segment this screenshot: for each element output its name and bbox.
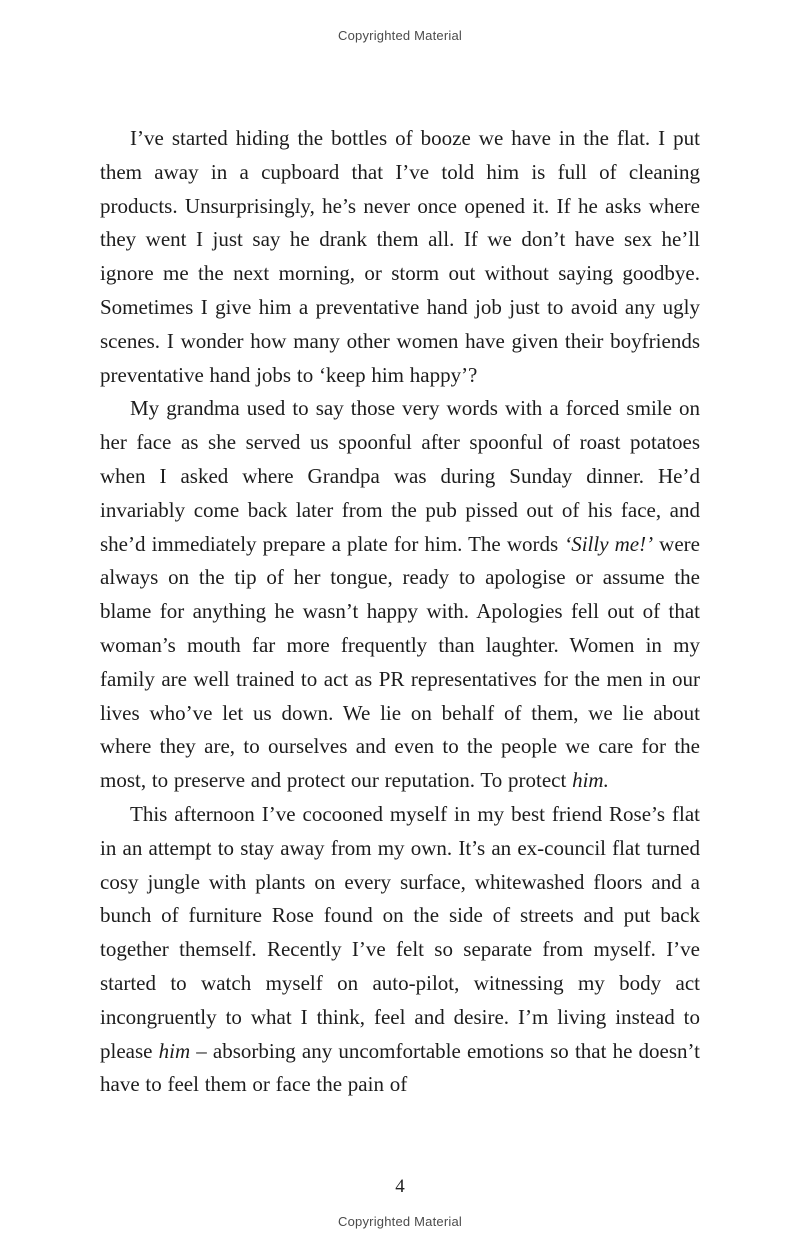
- text-segment: My grandma used to say those very words with a forced smile on her face as she served us spoonful after spoonful of roast potatoes when I asked where Grandpa was during Sunday dinner. He’d invariably come back later from the pub pissed out of his face, and she’d immediately prepare a plate for him. The words: [100, 396, 700, 556]
- paragraph: [100, 392, 700, 798]
- paragraph: [100, 122, 700, 392]
- italic-text-segment: him.: [572, 768, 609, 793]
- italic-text-segment: ‘Silly me!’: [564, 531, 654, 556]
- text-segment: I’ve started hiding the bottles of booze we have in the flat. I put them away in a cupboard that I’ve told him is full of cleaning products. Unsurprisingly, he’s never once opened it. If he asks where they went I just say he drank them all. If we don’t have sex he’ll ignore me the next morning, or storm out without saying goodbye. Sometimes I give him a preventative hand job just to avoid any ugly scenes. I wonder how many other women have given their boyfriends preventative hand jobs to ‘keep him happy’?: [100, 126, 700, 387]
- book-text: [100, 122, 700, 1102]
- text-segment: – absorbing any uncomfortable emotions so that he doesn’t have to feel them or face the pain of: [100, 1038, 700, 1097]
- page-number: 4: [395, 1176, 405, 1197]
- italic-text-segment: him: [158, 1038, 191, 1063]
- text-segment: were always on the tip of her tongue, ready to apologise or assume the blame for anything he wasn’t happy with. Apologies fell out of that woman’s mouth far more frequently than laughter. Women in my family are well trained to act as PR representatives for the men in our lives who’ve let us down. We lie on behalf of them, we lie about where they are, to ourselves and even to the people we care for the most, to preserve and protect our reputation. To protect: [100, 531, 700, 793]
- copyright-notice-bottom: Copyrighted Material: [338, 1214, 462, 1229]
- paragraph: [100, 798, 700, 1102]
- text-segment: This afternoon I’ve cocooned myself in my best friend Rose’s flat in an attempt to stay away from my own. It’s an ex-council flat turned cosy jungle with plants on every surface, whitewashed floors and a bunch of furniture Rose found on the side of streets and put back together themself. Recently I’ve felt so separate from myself. I’ve started to watch myself on auto-pilot, witnessing my body act incongruently to what I think, feel and desire. I’m living instead to please: [100, 801, 700, 1063]
- copyright-notice-top: Copyrighted Material: [338, 28, 462, 43]
